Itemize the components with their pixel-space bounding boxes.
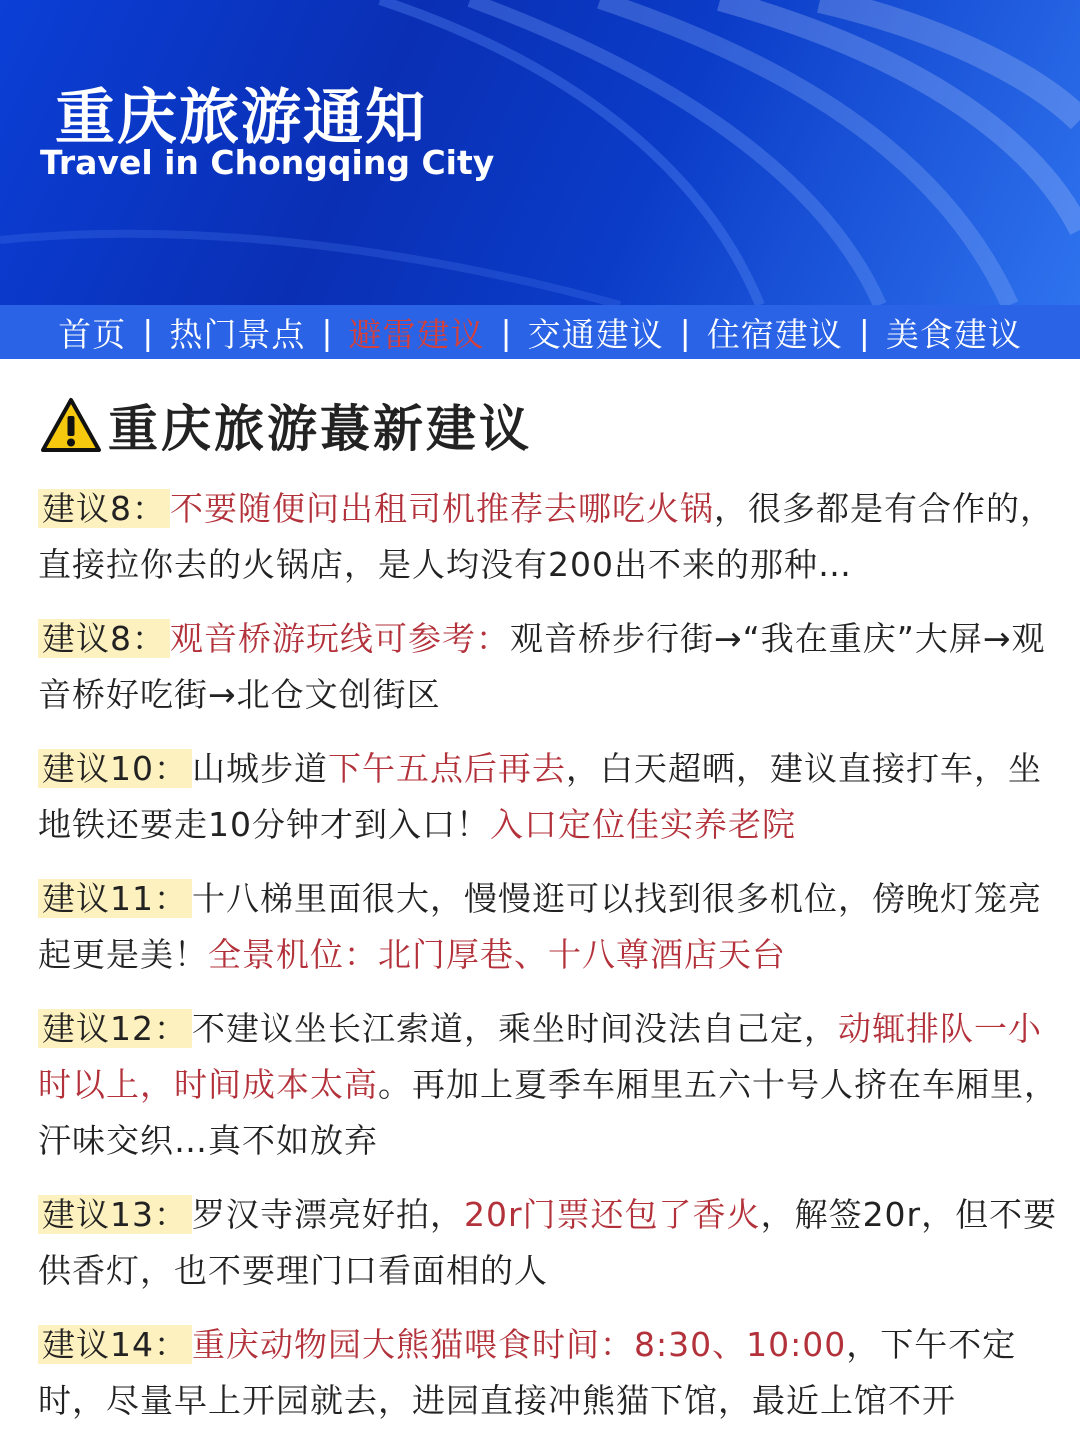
nav-separator: | [858,312,870,352]
tip-item [38,1187,1058,1299]
tip-text: ，下午不定时，尽量早上开园就去，进园直接冲熊猫下馆，最近上馆不开 [38,1325,1017,1420]
tip-highlight-text: 观音桥游玩线可参考： [170,619,510,658]
tip-label: 建议11： [38,879,192,918]
tip-highlight-text: 动辄排队一小时以上，时间成本太高 [38,1009,1042,1104]
nav-separator: | [321,312,333,352]
nav-item-lodging[interactable]: 住宿建议 [706,314,843,354]
tip-item [38,611,1058,723]
nav-item-food[interactable]: 美食建议 [885,314,1022,354]
tip-item [38,871,1058,983]
tip-label: 建议14： [38,1325,192,1364]
tip-highlight-text: 不要随便问出租司机推荐去哪吃火锅 [170,489,714,528]
tip-label: 建议10： [38,749,192,788]
tips-list [38,481,1058,1447]
section-header [40,393,532,457]
nav-item-home[interactable]: 首页 [58,314,127,354]
tip-label: 建议8： [38,619,170,658]
tip-text: ，很多都是有合作的，直接拉你去的火锅店，是人均没有200出不来的那种… [38,489,1054,584]
tip-item [38,741,1058,853]
tip-text: 观音桥步行街→“我在重庆”大屏→观音桥好吃街→北仓文创街区 [38,619,1046,714]
tip-text: 罗汉寺漂亮好拍， [192,1195,464,1234]
nav-item-warnings[interactable]: 避雷建议 [348,314,485,354]
page-title: 重庆旅游通知 [55,83,427,153]
tip-item [38,1001,1058,1169]
nav-separator: | [500,312,512,352]
nav-separator: | [142,312,154,352]
tip-item [38,481,1058,593]
nav-item-transport[interactable]: 交通建议 [527,314,664,354]
tip-text: 十八梯里面很大，慢慢逛可以找到很多机位，傍晚灯笼亮起更是美！ [38,879,1042,974]
tip-text: ，白天超晒，建议直接打车，坐地铁还要走10分钟才到入口！ [38,749,1042,844]
tip-highlight-text: 下午五点后再去 [328,749,566,788]
tip-highlight-text: 重庆动物园大熊猫喂食时间：8:30、10:00 [192,1325,847,1364]
page-subtitle: Travel in Chongqing City [40,143,495,182]
category-nav [0,305,1080,359]
section-title: 重庆旅游蕞新建议 [108,400,532,458]
tip-text: ，解签20r，但不要供香灯，也不要理门口看面相的人 [38,1195,1058,1290]
tip-highlight-text: 全景机位：北门厚巷、十八尊酒店天台 [208,935,786,974]
warning-icon [40,396,102,454]
tip-text: 不建议坐长江索道，乘坐时间没法自己定， [192,1009,838,1048]
tip-item [38,1317,1058,1429]
nav-item-attractions[interactable]: 热门景点 [169,314,306,354]
tip-label: 建议12： [38,1009,192,1048]
tip-highlight-text: 20r门票还包了香火 [464,1195,761,1234]
tip-label: 建议13： [38,1195,192,1234]
nav-separator: | [679,312,691,352]
tip-highlight-text: 入口定位佳实养老院 [490,805,796,844]
tip-text: 。再加上夏季车厢里五六十号人挤在车厢里，汗味交织…真不如放弃 [38,1065,1058,1160]
header-banner [0,0,1080,305]
tip-text: 山城步道 [192,749,328,788]
tip-label: 建议8： [38,489,170,528]
